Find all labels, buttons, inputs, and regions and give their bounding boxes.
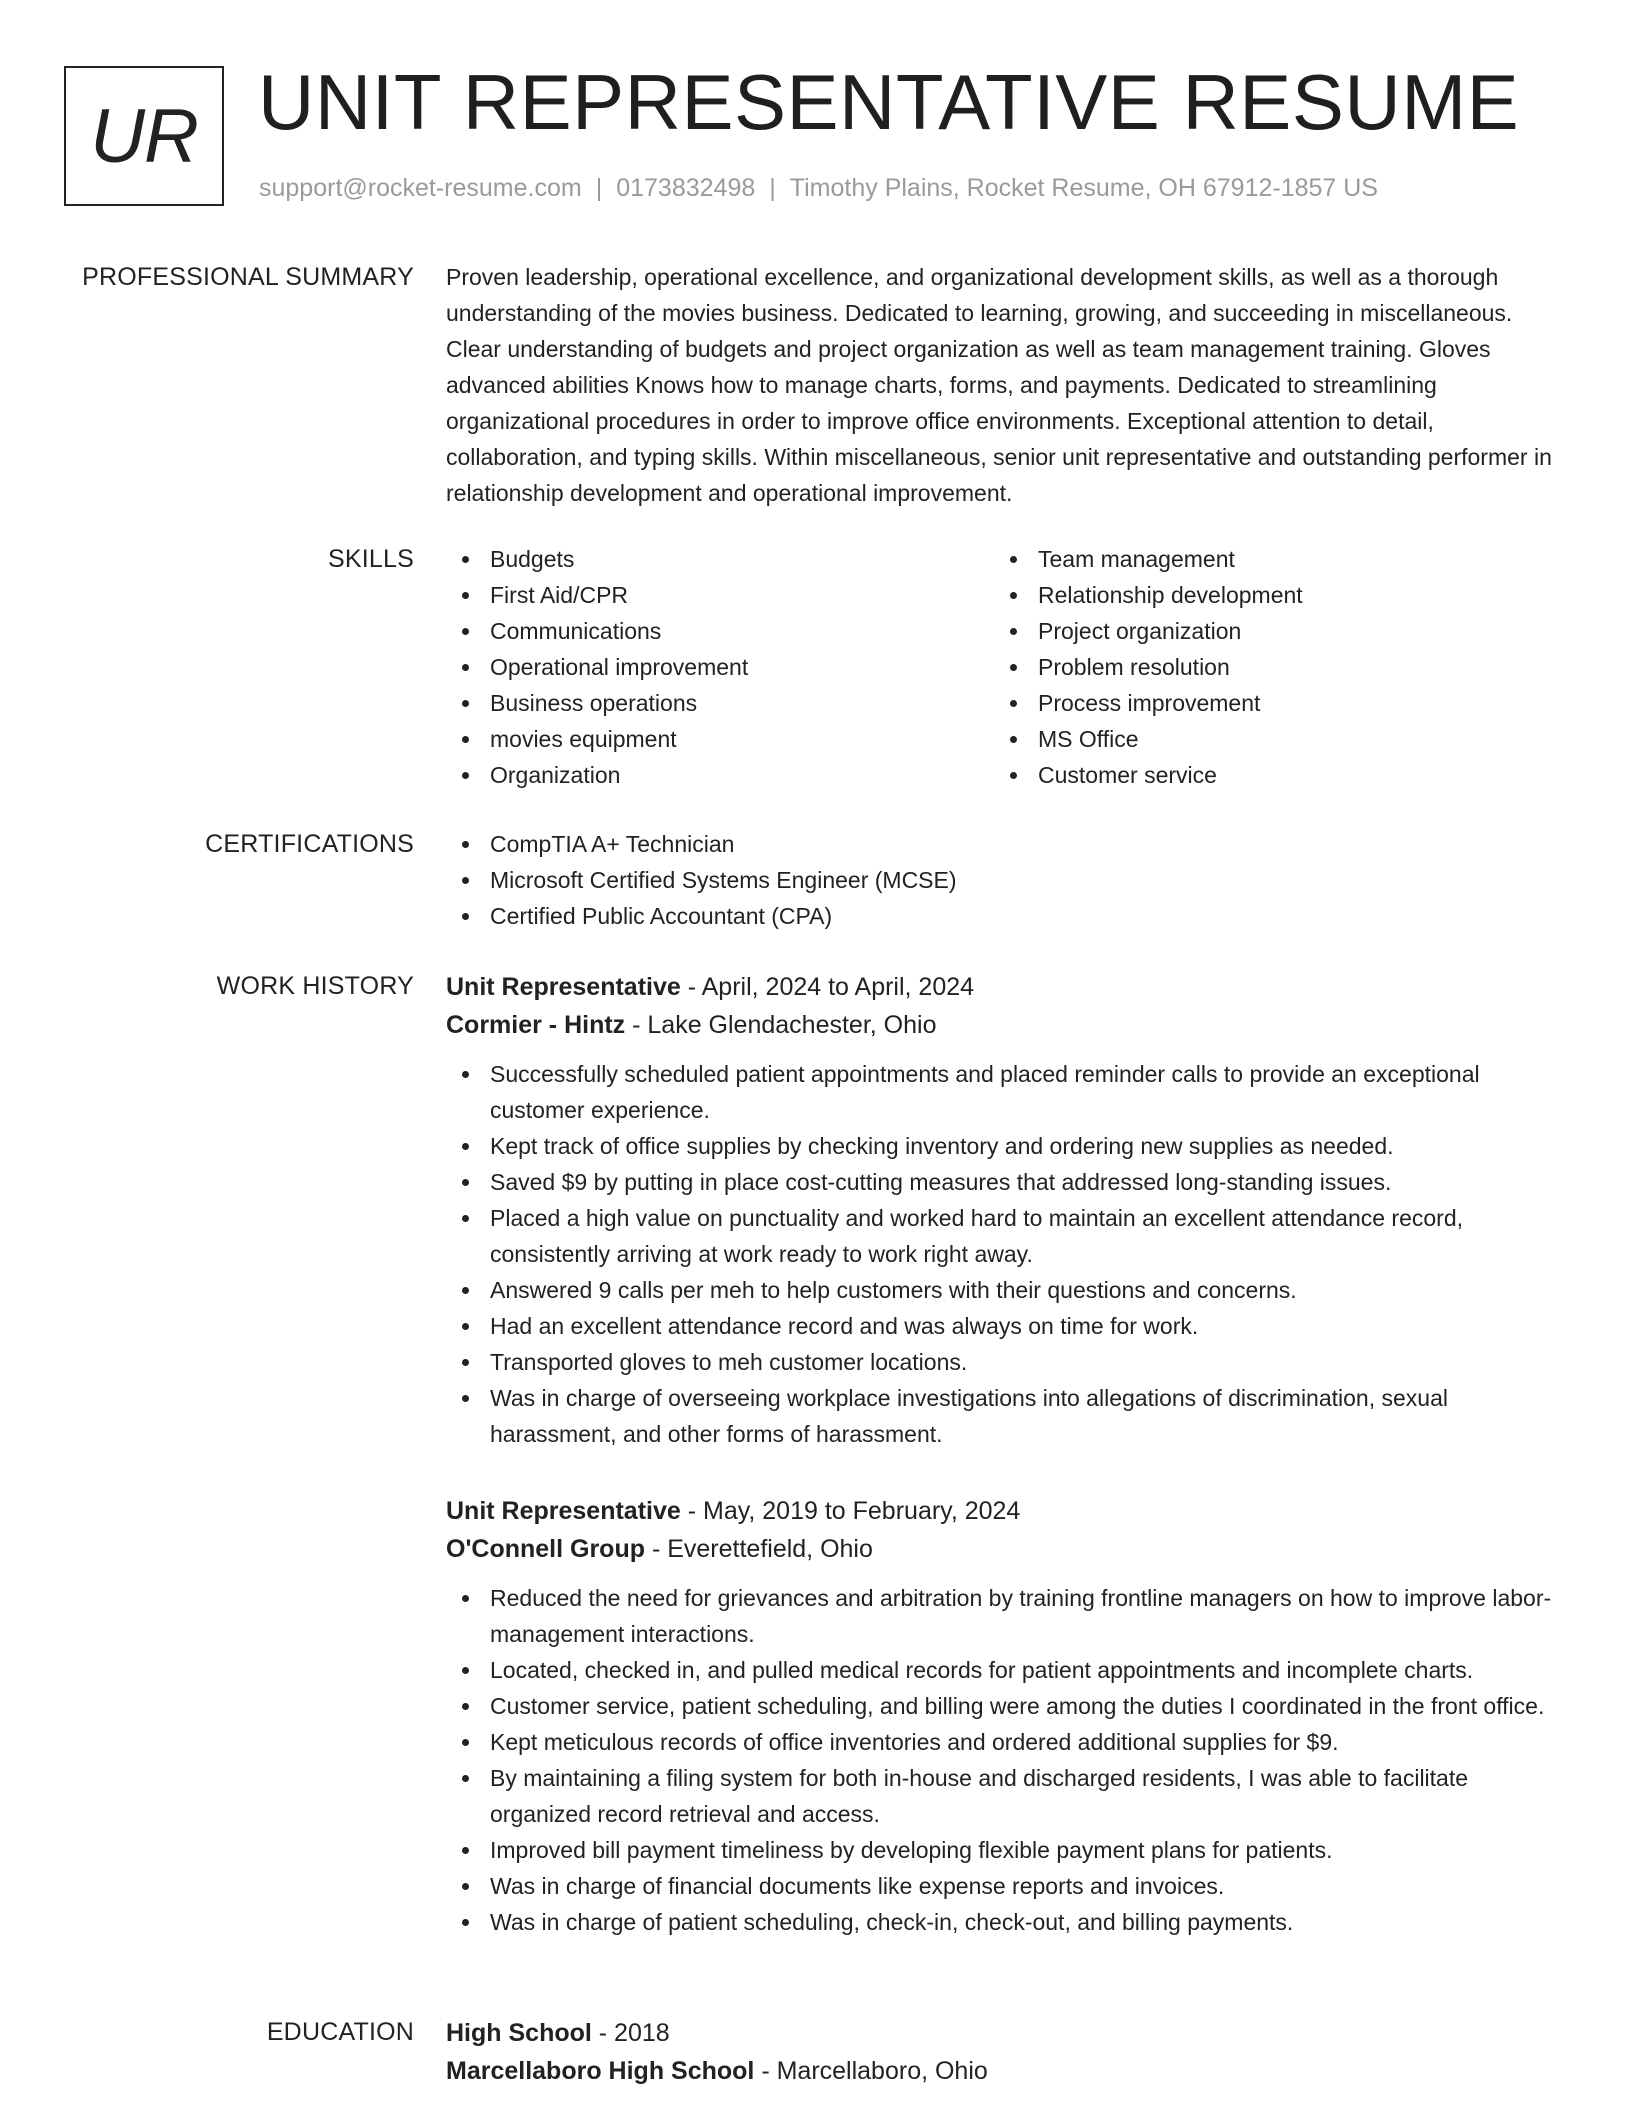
job-duties-list [446,1056,1566,1452]
contact-line [259,174,1378,203]
skill-item: Problem resolution [994,649,1542,685]
job-duty-item: Kept meticulous records of office inventories and ordered additional supplies for $9. [446,1724,1566,1760]
summary-body [446,259,1566,511]
job-duty-item: Customer service, patient scheduling, and billing were among the duties I coordinated in the front office. [446,1688,1566,1724]
job-duty-item: Located, checked in, and pulled medical records for patient appointments and incomplete charts. [446,1652,1566,1688]
job-duty-item: Transported gloves to meh customer locations. [446,1344,1566,1380]
education-school-line [446,2052,1566,2090]
skill-item: Team management [994,541,1542,577]
section-label-certifications: CERTIFICATIONS [205,830,414,858]
skill-item: Project organization [994,613,1542,649]
job-entry [446,968,1566,1452]
contact-separator: | [595,174,603,202]
job-duty-item: Kept track of office supplies by checking inventory and ordering new supplies as needed. [446,1128,1566,1164]
education-degree: High School [446,2019,592,2047]
certification-item: CompTIA A+ Technician [446,826,1566,862]
skill-item: MS Office [994,721,1542,757]
job-company: O'Connell Group [446,1535,645,1563]
job-duty-item: Was in charge of overseeing workplace investigations into allegations of discrimination, sexual harassment, and other forms of harassment. [446,1380,1566,1452]
contact-phone[interactable]: 0173832498 [616,174,756,202]
job-duty-item: Improved bill payment timeliness by developing flexible payment plans for patients. [446,1832,1566,1868]
job-location: - Lake Glendachester, Ohio [625,1011,937,1039]
education-school: Marcellaboro High School [446,2057,755,2085]
skill-item: First Aid/CPR [446,577,994,613]
job-entry [446,1492,1566,1940]
education-degree-line [446,2014,1566,2052]
skill-item: Process improvement [994,685,1542,721]
monogram-logo: UR [64,66,224,206]
contact-separator: | [769,174,776,202]
job-duty-item: By maintaining a filing system for both in-house and discharged residents, I was able to facilitate organized record retrieval and access. [446,1760,1566,1832]
job-company-line [446,1530,1566,1568]
job-location: - Everettefield, Ohio [645,1535,873,1563]
section-label-work-history: WORK HISTORY [216,972,414,1000]
job-duty-item: Saved $9 by putting in place cost-cutting measures that addressed long-standing issues. [446,1164,1566,1200]
job-duty-item: Was in charge of financial documents like expense reports and invoices. [446,1868,1566,1904]
certification-item: Microsoft Certified Systems Engineer (MCSE) [446,862,1566,898]
contact-address: Timothy Plains, Rocket Resume, OH 67912-1857 US [789,174,1378,202]
work-history-body [446,968,1566,1940]
job-title-line [446,968,1566,1006]
certification-item: Certified Public Accountant (CPA) [446,898,1566,934]
skills-list-left [446,541,994,793]
job-duty-item: Successfully scheduled patient appointments and placed reminder calls to provide an exceptional customer experience. [446,1056,1566,1128]
job-title: Unit Representative [446,973,681,1001]
section-label-summary: PROFESSIONAL SUMMARY [82,263,414,291]
resume-title: UNIT REPRESENTATIVE RESUME [258,58,1520,146]
contact-email[interactable]: support@rocket-resume.com [259,174,582,202]
summary-text: Proven leadership, operational excellence, and organizational development skills, as well as a thorough understanding of the movies business. Dedicated to learning, growing, and succeeding in miscellaneous. Clear understanding of budgets and project organization as well as team management training. Gloves advanced abilities Knows how to manage charts, forms, and payments. Dedicated to streamlining organizational procedures in order to improve office environments. Exceptional attention to detail, collaboration, and typing skills. Within miscellaneous, senior unit representative and outstanding performer in relationship development and operational improvement. [446,264,1552,506]
skill-item: Communications [446,613,994,649]
certifications-list [446,826,1566,934]
job-dates: - May, 2019 to February, 2024 [680,1497,1021,1525]
job-title-line [446,1492,1566,1530]
skills-list-right [994,541,1542,793]
skill-item: movies equipment [446,721,994,757]
education-body [446,2014,1566,2090]
section-label-education: EDUCATION [266,2018,414,2046]
skill-item: Relationship development [994,577,1542,613]
skill-item: Operational improvement [446,649,994,685]
job-company: Cormier - Hintz [446,1011,626,1039]
skill-item: Budgets [446,541,994,577]
certifications-body [446,826,1566,934]
job-duty-item: Reduced the need for grievances and arbitration by training frontline managers on how to improve labor-management interactions. [446,1580,1566,1652]
job-duty-item: Placed a high value on punctuality and worked hard to maintain an excellent attendance record, consistently arriving at work ready to work right away. [446,1200,1566,1272]
job-dates: - April, 2024 to April, 2024 [680,973,975,1001]
section-label-skills: SKILLS [328,545,414,573]
skill-item: Business operations [446,685,994,721]
skill-item: Customer service [994,757,1542,793]
education-year: - 2018 [591,2019,670,2047]
job-company-line [446,1006,1566,1044]
skill-item: Organization [446,757,994,793]
education-location: - Marcellaboro, Ohio [754,2057,988,2085]
job-duty-item: Had an excellent attendance record and was always on time for work. [446,1308,1566,1344]
job-duties-list [446,1580,1566,1940]
job-title: Unit Representative [446,1497,681,1525]
skills-body [446,541,1566,793]
job-duty-item: Answered 9 calls per meh to help customers with their questions and concerns. [446,1272,1566,1308]
job-duty-item: Was in charge of patient scheduling, check-in, check-out, and billing payments. [446,1904,1566,1940]
